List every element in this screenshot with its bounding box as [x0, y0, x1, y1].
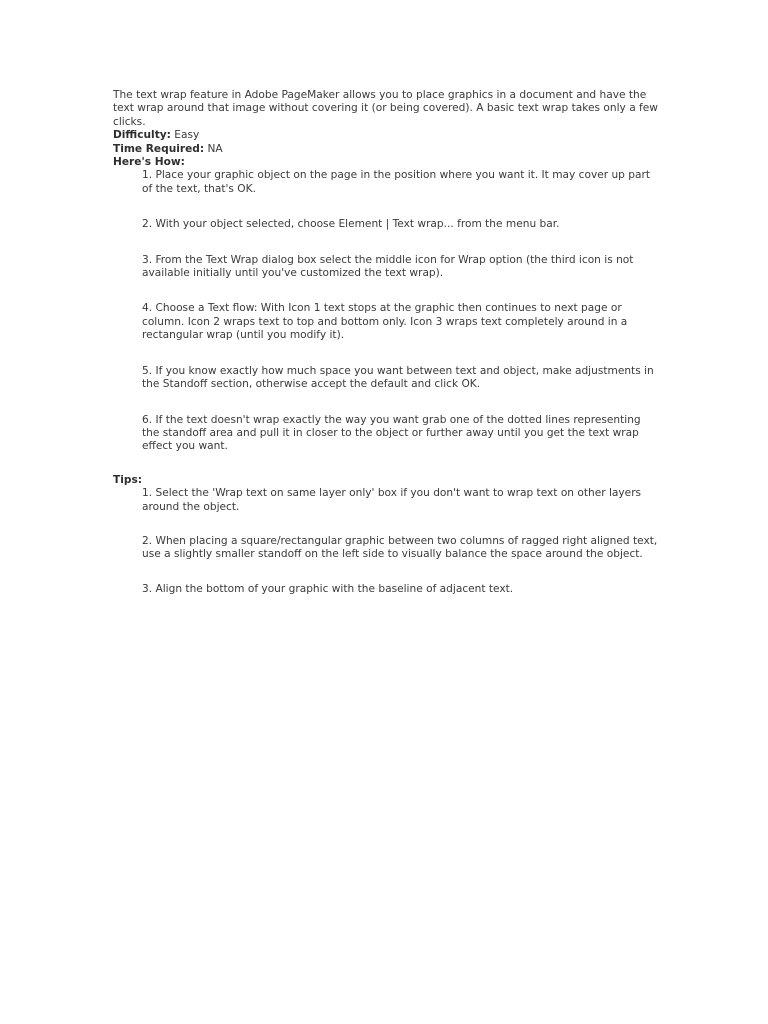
tip-item: 2. When placing a square/rectangular graphic between two columns of ragged right aligned text, use a slightly smaller standoff on the left side to visually balance the space around the object.	[142, 534, 658, 561]
tip-item: 3. Align the bottom of your graphic with the baseline of adjacent text.	[142, 582, 514, 595]
intro-paragraph: The text wrap feature in Adobe PageMaker allows you to place graphics in a document and have the text wrap around that image without covering it (or being covered). A basic text wrap takes only a few clicks.	[113, 89, 658, 128]
step-item: 2. With your object selected, choose Element | Text wrap... from the menu bar.	[142, 218, 560, 231]
tips-heading: Tips:	[113, 473, 142, 486]
difficulty-line	[113, 129, 658, 142]
time-required-label: Time Required:	[113, 142, 205, 155]
step-item: 5. If you know exactly how much space you want between text and object, make adjustments in the Standoff section, otherwise accept the default and click OK.	[142, 364, 654, 391]
time-required-line	[113, 143, 658, 156]
time-required-value: NA	[204, 142, 223, 155]
steps-list	[113, 169, 658, 453]
step-item: 3. From the Text Wrap dialog box select the middle icon for Wrap option (the third icon is not available initially until you've customized the text wrap).	[142, 253, 634, 280]
heres-how-heading: Here's How:	[113, 156, 185, 169]
step-item: 1. Place your graphic object on the page in the position where you want it. It may cover up part of the text, that's OK.	[142, 169, 651, 195]
tips-list	[113, 487, 658, 596]
tip-item: 1. Select the 'Wrap text on same layer only' box if you don't want to wrap text on other layers around the object.	[142, 487, 642, 513]
difficulty-value: Easy	[170, 129, 200, 142]
document-body	[113, 89, 658, 596]
step-item: 6. If the text doesn't wrap exactly the way you want grab one of the dotted lines representing the standoff area and pull it in closer to the object or further away until you get the text wrap effect you want.	[142, 413, 641, 453]
difficulty-label: Difficulty:	[113, 129, 171, 142]
step-item: 4. Choose a Text flow: With Icon 1 text stops at the graphic then continues to next page or column. Icon 2 wraps text to top and bottom only. Icon 3 wraps text completely around in a rectangular wrap (until you modify it).	[142, 302, 628, 342]
